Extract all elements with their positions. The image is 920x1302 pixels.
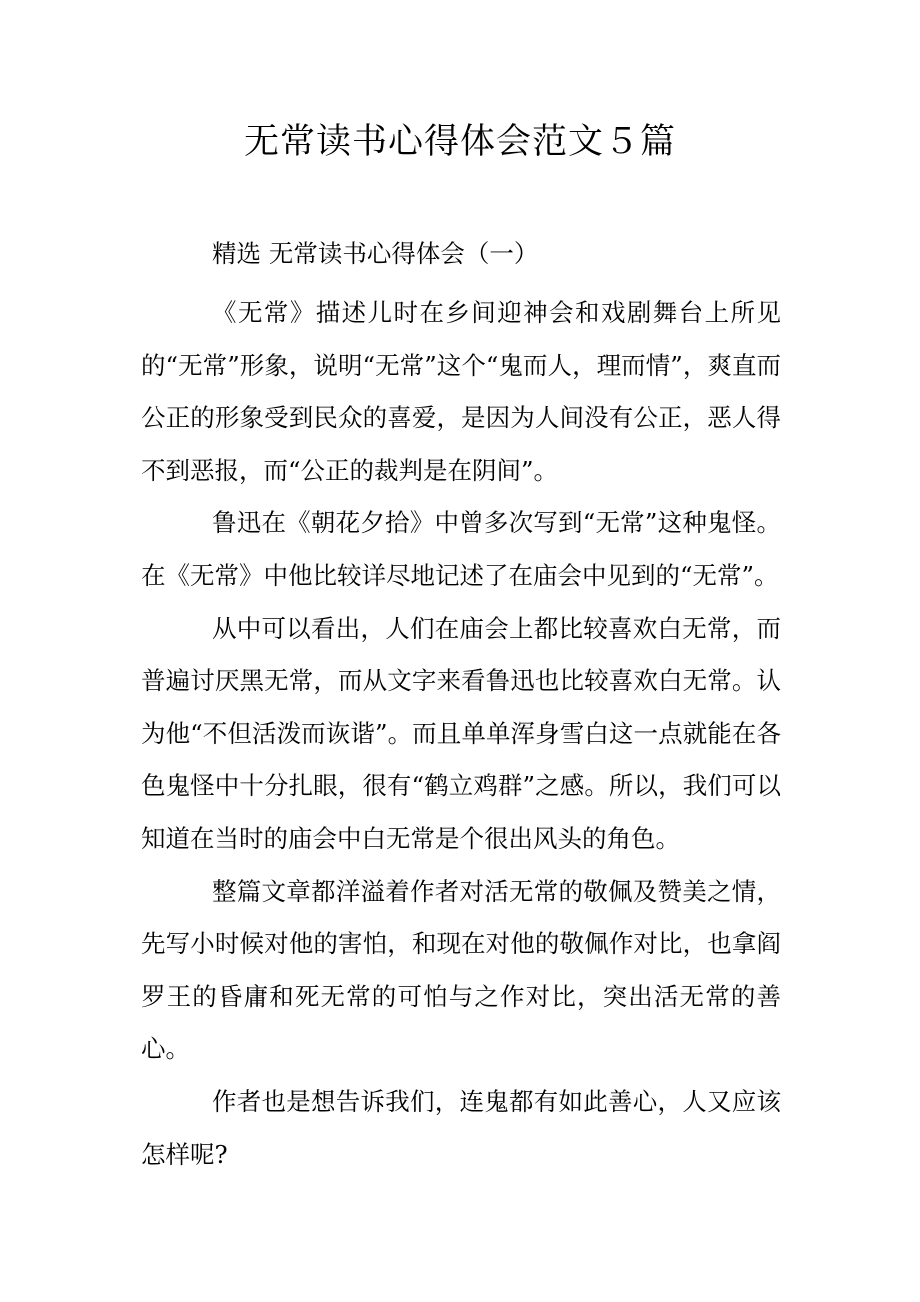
document-body	[141, 235, 781, 1181]
document-title: 无常读书心得体会范文５篇	[243, 122, 676, 162]
paragraph-5: 作者也是想告诉我们，连鬼都有如此善心，人又应该怎样呢?	[141, 1086, 781, 1169]
paragraph-2: 鲁迅在《朝花夕拾》中曾多次写到“无常”这种鬼怪。在《无常》中他比较详尽地记述了在庙会中见到的“无常”。	[141, 508, 781, 590]
paragraph-4: 整篇文章都洋溢着作者对活无常的敬佩及赞美之情，先写小时候对他的害怕，和现在对他的敬佩作对比，也拿阎罗王的昏庸和死无常的可怕与之作对比，突出活无常的善心。	[141, 876, 781, 1064]
paragraph-3: 从中可以看出，人们在庙会上都比较喜欢白无常，而普遍讨厌黑无常，而从文字来看鲁迅也比较喜欢白无常。认为他“不但活泼而诙谐”。而且单单浑身雪白这一点就能在各色鬼怪中十分扎眼，很有“鹤立鸡群”之感。所以，我们可以知道在当时的庙会中白无常是个很出风头的角色。	[141, 613, 781, 853]
paragraph-1: 《无常》描述儿时在乡间迎神会和戏剧舞台上所见的“无常”形象，说明“无常”这个“鬼而人，理而情”，爽直而公正的形象受到民众的喜爱，是因为人间没有公正，恶人得不到恶报，而“公正的裁判是在阴间”。	[141, 298, 781, 485]
section-heading: 精选 无常读书心得体会（一）	[212, 239, 539, 268]
